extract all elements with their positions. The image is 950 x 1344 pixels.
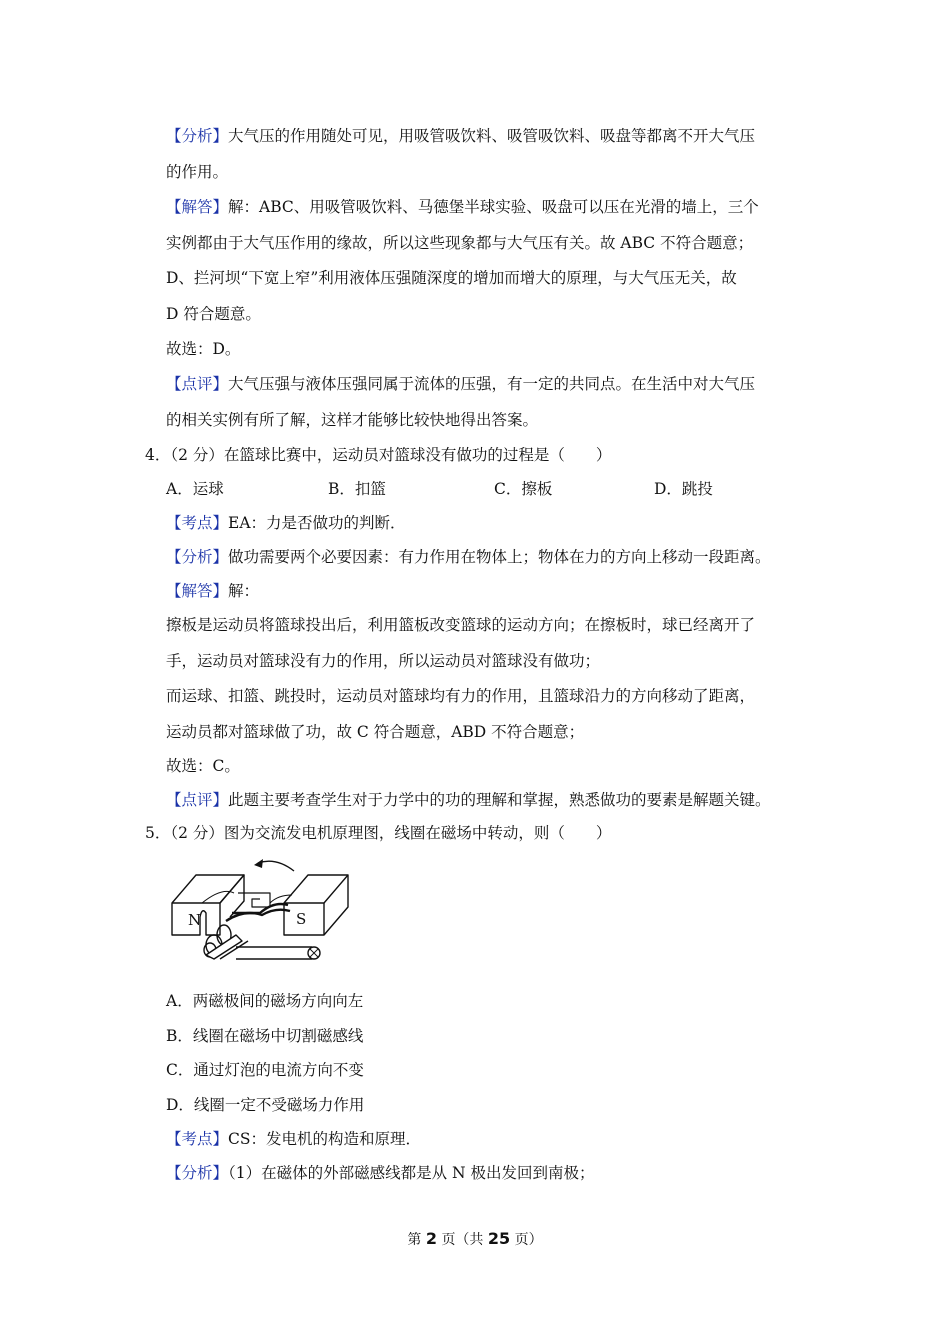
q3-answer-text-1: 解：ABC、用吸管吸饮料、马德堡半球实验、吸盘可以压在光滑的墙上，三个 bbox=[228, 198, 759, 216]
q4-point-text: EA：力是否做功的判断． bbox=[228, 514, 406, 532]
q4-comment-line bbox=[166, 790, 771, 810]
q4-answer-text-2: 手，运动员对篮球没有力的作用，所以运动员对篮球没有做功； bbox=[166, 652, 601, 670]
q4-comment-text: 此题主要考查学生对于力学中的功的理解和掌握，熟悉做功的要素是解题关键。 bbox=[228, 791, 771, 809]
q4-number: 4． bbox=[145, 446, 171, 464]
footer-middle: 页（共 bbox=[441, 1232, 484, 1248]
q3-comment-text-2: 的相关实例有所了解，这样才能够比较快地得出答案。 bbox=[166, 411, 539, 429]
q4-answer-text-4: 运动员都对篮球做了功，故 C 符合题意，ABD 不符合题意； bbox=[166, 723, 585, 741]
q3-answer-line bbox=[166, 197, 759, 217]
s-magnet bbox=[284, 875, 348, 935]
q5-stem: （2 分）图为交流发电机原理图，线圈在磁场中转动，则（ ） bbox=[170, 824, 612, 842]
q5-analysis-text: （1）在磁体的外部磁感线都是从 N 极出发回到南极； bbox=[228, 1164, 595, 1182]
analysis-tag: 【分析】 bbox=[166, 1164, 229, 1182]
base-tube bbox=[236, 947, 315, 959]
q3-answer-text-4: D 符合题意。 bbox=[166, 305, 261, 323]
answer-tag: 【解答】 bbox=[166, 582, 229, 600]
page-number: 2 bbox=[425, 1229, 437, 1248]
q5-option-d: D．线圈一定不受磁场力作用 bbox=[166, 1096, 365, 1114]
comment-tag: 【点评】 bbox=[166, 375, 229, 393]
q4-analysis-line bbox=[166, 547, 771, 567]
q3-answer-text-3: D、拦河坝“下宽上窄”利用液体压强随深度的增加而增大的原理，与大气压无关，故 bbox=[166, 269, 737, 287]
q4-answer-text-0: 解： bbox=[228, 582, 260, 600]
coil bbox=[238, 893, 270, 907]
analysis-tag: 【分析】 bbox=[166, 127, 229, 145]
q4-option-d: D．跳投 bbox=[654, 480, 713, 498]
q4-answer-text-3: 而运球、扣篮、跳投时，运动员对篮球均有力的作用，且篮球沿力的方向移动了距离， bbox=[166, 687, 756, 705]
q5-number: 5． bbox=[145, 824, 171, 842]
q4-answer-text-1: 擦板是运动员将篮球投出后，利用篮板改变篮球的运动方向；在擦板时，球已经离开了 bbox=[166, 616, 756, 634]
q4-answer-line bbox=[166, 581, 259, 601]
comment-tag: 【点评】 bbox=[166, 791, 229, 809]
s-pole-label: S bbox=[296, 910, 307, 928]
q5-option-c: C．通过灯泡的电流方向不变 bbox=[166, 1061, 364, 1079]
q5-option-a: A．两磁极间的磁场方向向左 bbox=[166, 992, 364, 1010]
n-magnet bbox=[172, 875, 244, 935]
q4-option-a: A．运球 bbox=[166, 480, 224, 498]
q3-analysis-line bbox=[166, 126, 755, 146]
page-total: 25 bbox=[487, 1229, 511, 1248]
q4-option-c: C．擦板 bbox=[494, 480, 553, 498]
page-footer bbox=[0, 1229, 950, 1250]
rotation-arrowhead bbox=[254, 859, 263, 868]
analysis-tag: 【分析】 bbox=[166, 548, 229, 566]
rotation-arrow bbox=[258, 861, 294, 871]
footer-prefix: 第 bbox=[407, 1232, 422, 1248]
q5-stem-line bbox=[145, 823, 611, 843]
q5-option-b: B．线圈在磁场中切割磁感线 bbox=[166, 1027, 364, 1045]
q3-comment-text-1: 大气压强与液体压强同属于流体的压强，有一定的共同点。在生活中对大气压 bbox=[228, 375, 756, 393]
q5-analysis-line bbox=[166, 1163, 595, 1183]
q3-analysis-text-2: 的作用。 bbox=[166, 163, 229, 181]
q4-option-b: B．扣篮 bbox=[328, 480, 386, 498]
q3-comment-line bbox=[166, 374, 755, 394]
q4-stem-line bbox=[145, 445, 611, 465]
q3-answer-choice: 故选：D。 bbox=[166, 340, 241, 358]
answer-tag: 【解答】 bbox=[166, 198, 229, 216]
footer-suffix: 页） bbox=[514, 1232, 543, 1248]
generator-diagram bbox=[166, 855, 352, 967]
q3-analysis-text-1: 大气压的作用随处可见，用吸管吸饮料、吸管吸饮料、吸盘等都离不开大气压 bbox=[228, 127, 756, 145]
q3-answer-text-2: 实例都由于大气压作用的缘故，所以这些现象都与大气压有关。故 ABC 不符合题意； bbox=[166, 234, 754, 252]
n-pole-label: N bbox=[188, 911, 202, 929]
q4-point-line bbox=[166, 513, 406, 533]
q4-stem: （2 分）在篮球比赛中，运动员对篮球没有做功的过程是（ ） bbox=[170, 446, 612, 464]
q4-answer-choice: 故选：C。 bbox=[166, 757, 240, 775]
point-tag: 【考点】 bbox=[166, 1130, 229, 1148]
q5-point-line bbox=[166, 1129, 421, 1149]
q5-point-text: CS：发电机的构造和原理． bbox=[228, 1130, 421, 1148]
point-tag: 【考点】 bbox=[166, 514, 229, 532]
q4-analysis-text: 做功需要两个必要因素：有力作用在物体上；物体在力的方向上移动一段距离。 bbox=[228, 548, 771, 566]
